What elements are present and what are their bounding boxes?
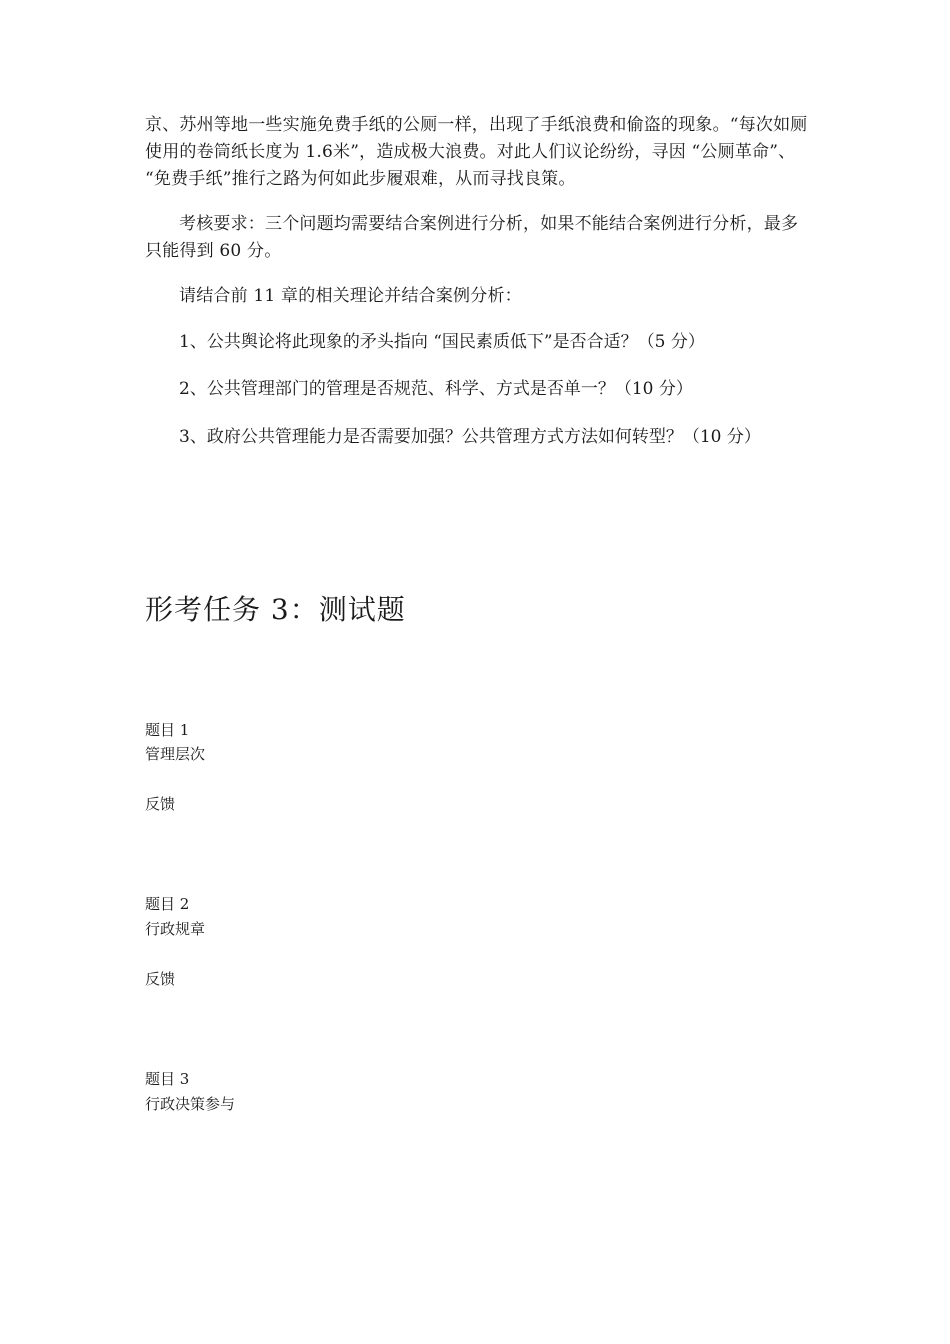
quiz-item-3-answer: 行政决策参与 [145,1095,236,1113]
quiz-item-2-feedback: 反馈 [145,970,176,988]
question-1: 1、公共舆论将此现象的矛头指向 “国民素质低下”是否合适？（5 分） [179,332,705,352]
case-paragraph: 京、苏州等地一些实施免费手纸的公厕一样，出现了手纸浪费和偷盗的现象。“每次如厕使用的卷筒纸长度为 1.6米”，造成极大浪费。对此人们议论纷纷，寻因 “公厕革命”、 “免费手纸”推行之路为何如此步履艰难，从而寻找良策。 [145,115,808,189]
question-2: 2、公共管理部门的管理是否规范、科学、方式是否单一？（10 分） [179,379,693,399]
question-3: 3、政府公共管理能力是否需要加强？公共管理方式方法如何转型？（10 分） [179,427,761,447]
analysis-instruction: 请结合前 11 章的相关理论并结合案例分析： [179,286,522,306]
quiz-item-1-label: 题目 1 [145,721,190,739]
quiz-item-2-label: 题目 2 [145,895,190,913]
section-title: 形考任务 3：测试题 [145,593,406,626]
quiz-item-1-feedback: 反馈 [145,795,176,813]
quiz-item-3-label: 题目 3 [145,1070,190,1088]
quiz-item-2-answer: 行政规章 [145,920,206,938]
quiz-item-1-answer: 管理层次 [145,745,206,763]
assessment-requirement: 考核要求：三个问题均需要结合案例进行分析，如果不能结合案例进行分析，最多只能得到 60 分。 [145,214,799,261]
